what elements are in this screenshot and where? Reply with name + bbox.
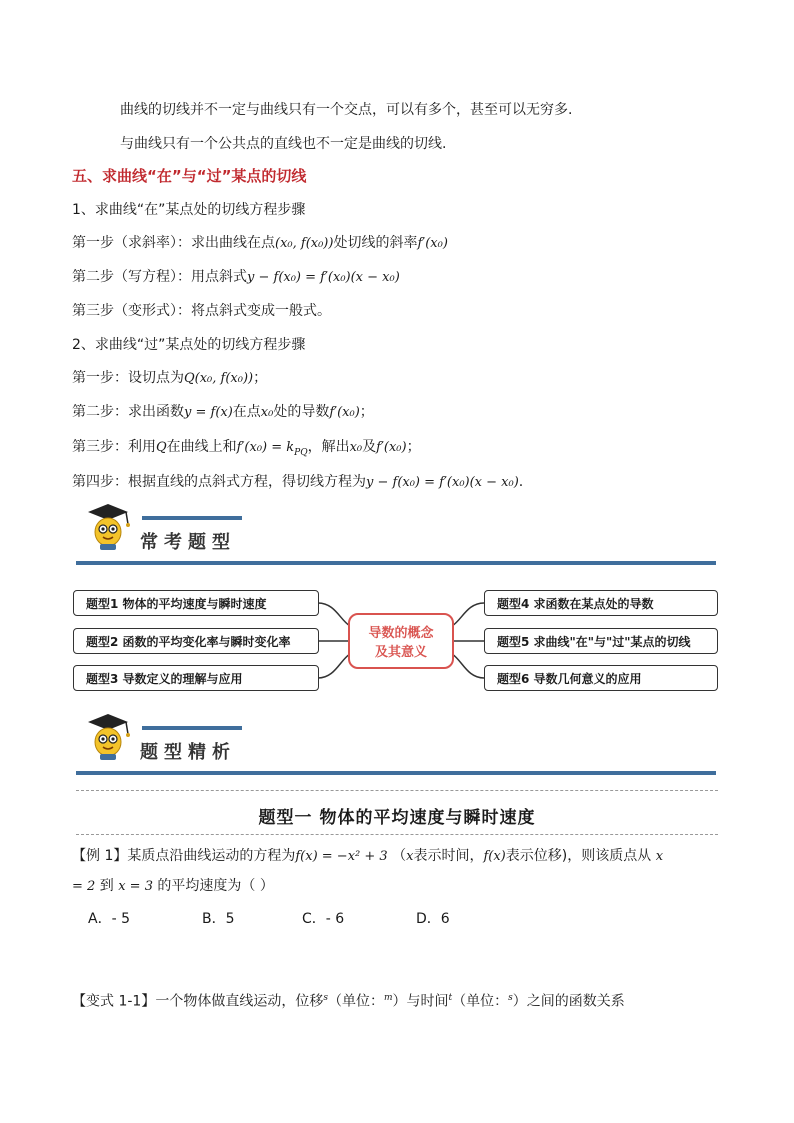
divider bbox=[76, 790, 718, 791]
banner-underline bbox=[76, 771, 716, 775]
pass-step-4: 第四步：根据直线的点斜式方程，得切线方程为y − f(x₀) = f′(x₀)(x − x₀). bbox=[72, 474, 524, 490]
option-a: A．- 5 bbox=[88, 911, 130, 927]
variant-1-1: 【变式 1-1】一个物体做直线运动，位移$^s$（单位：$^m$）与时间$^t$（单位：$^s$）之间的函数关系 bbox=[72, 993, 625, 1010]
note-line-2: 与曲线只有一个公共点的直线也不一定是曲线的切线. bbox=[120, 136, 447, 152]
mascot-icon bbox=[82, 710, 134, 762]
subheading-2: 2、求曲线“过”某点处的切线方程步骤 bbox=[72, 337, 306, 353]
banner-accent-line bbox=[142, 516, 242, 520]
banner-title: 常考题型 bbox=[140, 532, 236, 553]
banner-accent-line bbox=[142, 726, 242, 730]
type-box-4: 题型4 求函数在某点处的导数 bbox=[484, 590, 718, 616]
type-title: 题型一 物体的平均速度与瞬时速度 bbox=[258, 808, 536, 828]
step-1: 第一步（求斜率）：求出曲线在点(x₀, f(x₀))处切线的斜率f′(x₀) bbox=[72, 235, 448, 251]
option-c: C．- 6 bbox=[302, 911, 345, 927]
option-b: B．5 bbox=[202, 911, 235, 927]
example-1: 【例 1】某质点沿曲线运动的方程为f(x) = −x² + 3 （x表示时间，f(x)表示位移)，则该质点从 x bbox=[72, 848, 664, 864]
banner-title: 题型精析 bbox=[140, 742, 236, 763]
step-2: 第二步（写方程）：用点斜式y − f(x₀) = f′(x₀)(x − x₀) bbox=[72, 269, 400, 285]
step-3: 第三步（变形式）：将点斜式变成一般式。 bbox=[72, 303, 331, 319]
type-box-2: 题型2 函数的平均变化率与瞬时变化率 bbox=[73, 628, 319, 654]
type-box-3: 题型3 导数定义的理解与应用 bbox=[73, 665, 319, 691]
pass-step-1: 第一步：设切点为Q(x₀, f(x₀))； bbox=[72, 370, 268, 386]
mascot-icon bbox=[82, 500, 134, 552]
section-heading: 五、求曲线“在”与“过”某点的切线 bbox=[72, 167, 307, 185]
note-line-1: 曲线的切线并不一定与曲线只有一个交点，可以有多个，甚至可以无穷多. bbox=[120, 102, 573, 118]
type-box-6: 题型6 导数几何意义的应用 bbox=[484, 665, 718, 691]
mindmap-center: 导数的概念 及其意义 bbox=[348, 613, 454, 669]
option-d: D．6 bbox=[416, 911, 450, 927]
subheading-1: 1、求曲线“在”某点处的切线方程步骤 bbox=[72, 202, 306, 218]
type-box-1: 题型1 物体的平均速度与瞬时速度 bbox=[73, 590, 319, 616]
banner-underline bbox=[76, 561, 716, 565]
pass-step-3: 第三步：利用Q在曲线上和$f'(x_0) = k_{PQ}$，解出x₀及f′(x₀)； bbox=[72, 439, 421, 458]
pass-step-2: 第二步：求出函数y = f(x)在点x₀处的导数f′(x₀)； bbox=[72, 404, 374, 420]
example-1-line-2: = 2 到 x = 3 的平均速度为（ ） bbox=[72, 878, 274, 894]
type-box-5: 题型5 求曲线"在"与"过"某点的切线 bbox=[484, 628, 718, 654]
divider bbox=[76, 834, 718, 835]
